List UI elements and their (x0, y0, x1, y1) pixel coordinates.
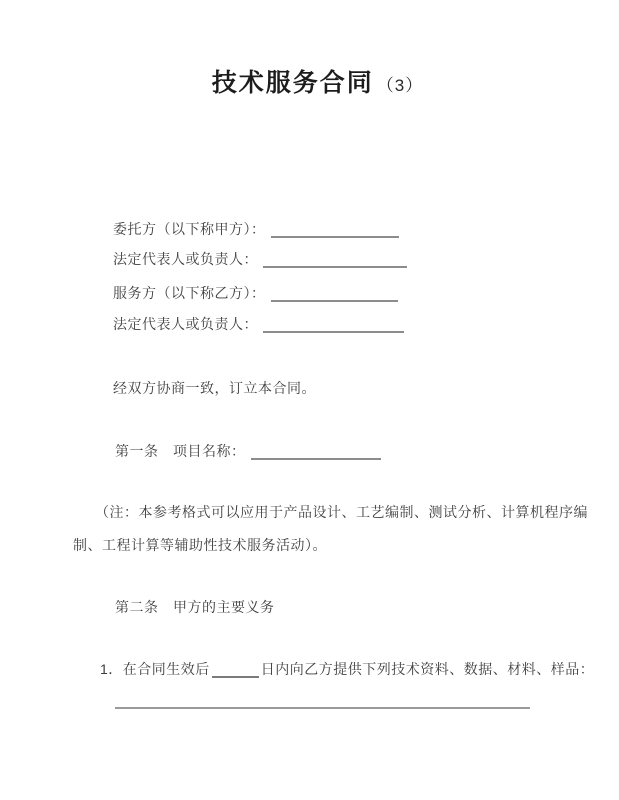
party-line-service-provider (113, 285, 398, 302)
title-text: 技术服务合同 (211, 69, 374, 97)
fill-in-blank (271, 221, 399, 238)
party-line-legal-rep-b (113, 316, 404, 333)
party-line-consignor (113, 221, 399, 238)
intro-paragraph: 经双方协商一致，订立本合同。 (113, 380, 316, 396)
article-1-label: 第一条 项目名称： (115, 443, 246, 459)
fill-in-blank (271, 285, 398, 302)
party-label: 法定代表人或负责人： (113, 316, 258, 332)
clause-item-1-suffix: 日内向乙方提供下列技术资料、数据、材料、样品： (260, 661, 595, 677)
fill-in-blank-days (212, 661, 259, 678)
clause-item-1-prefix: 1．在合同生效后 (100, 661, 210, 677)
clause-item-1 (100, 661, 594, 678)
party-label: 法定代表人或负责人： (113, 251, 258, 267)
note-paragraph-line-1: （注：本参考格式可以应用于产品设计、工艺编制、测试分析、计算机程序编 (95, 504, 588, 520)
party-label: 委托方（以下称甲方）： (113, 221, 266, 237)
fill-in-blank (263, 251, 407, 268)
fill-in-blank-full-line (115, 692, 530, 709)
note-paragraph-line-2: 制、工程计算等辅助性技术服务活动）。 (73, 537, 327, 553)
article-2-heading: 第二条 甲方的主要义务 (115, 599, 275, 615)
fill-in-blank (251, 443, 381, 460)
fill-in-blank (263, 316, 404, 333)
document-title (8, 68, 619, 101)
title-number: （3） (376, 76, 424, 95)
article-1-line (115, 443, 381, 460)
party-label: 服务方（以下称乙方）： (113, 285, 266, 301)
party-line-legal-rep-a (113, 251, 407, 268)
blank-fill-line (115, 692, 530, 709)
